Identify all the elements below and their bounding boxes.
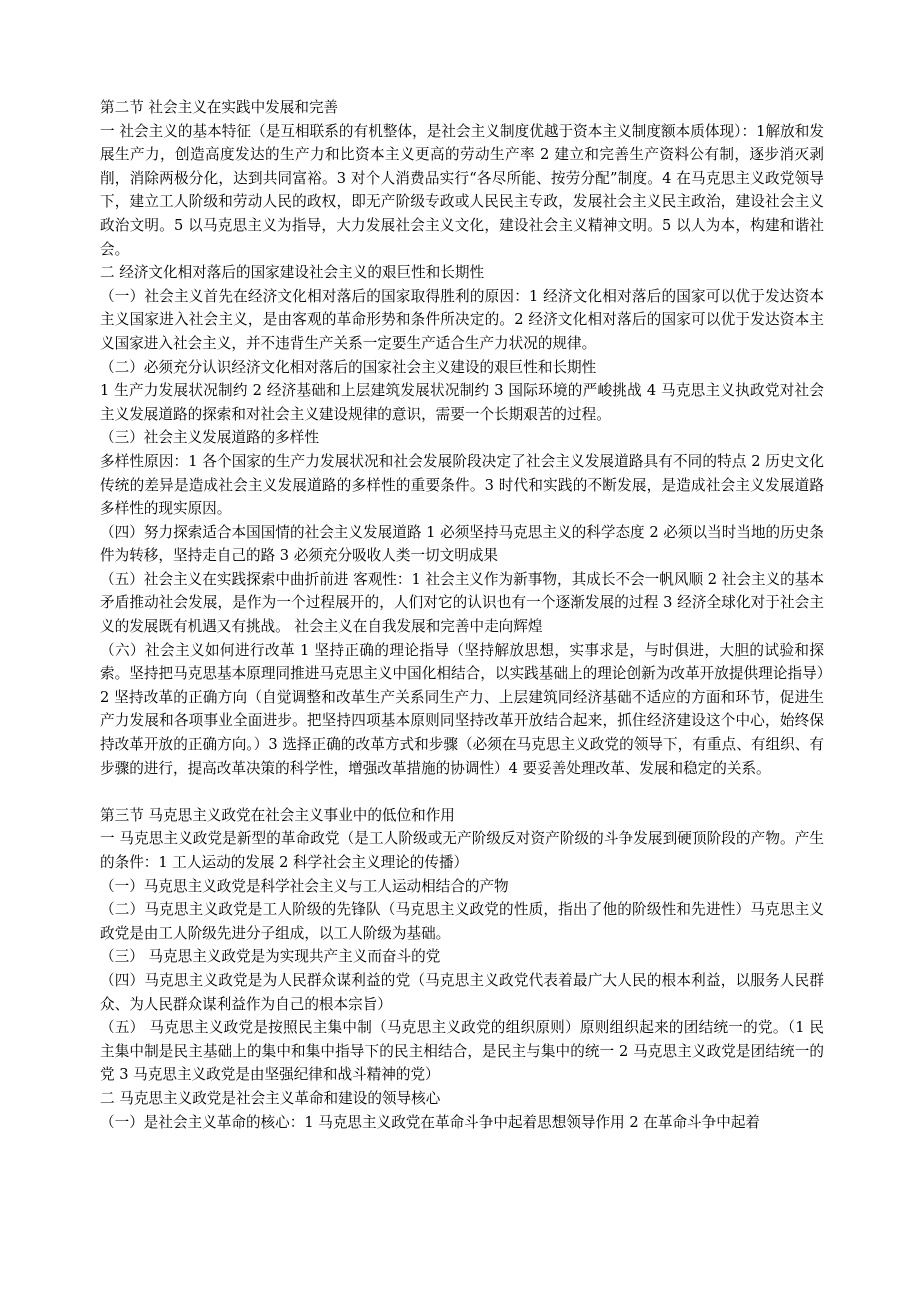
section-3-paragraph-7: （一）是社会主义革命的核心：1 马克思主义政党在革命斗争中起着思想领导作用 2 在革命斗争中起着 [100,1113,761,1131]
section-2-paragraph-6: 多样性原因：1 各个国家的生产力发展状况和社会发展阶段决定了社会主义发展道路具有不同的特点 2 历史文化传统的差异是造成社会主义发展道路的多样性的重要条件。3 时代和实践的不断发展，是造成社会主义发展道路多样性的现实原因。 [100,452,824,518]
section-3-paragraph-2: （一）马克思主义政党是科学社会主义与工人运动相结合的产物 [100,877,509,895]
section-2-paragraph-2: （一）社会主义首先在经济文化相对落后的国家取得胜利的原因：1 经济文化相对落后的国家可以优于发达资本主义国家进入社会主义，是由客观的革命形势和条件所决定的。2 经济文化相对落后的国家可以优于发达资本主义国家进入社会主义，并不违背生产关系一定要生产适合生产力状况的规律。 [100,287,824,352]
section-2-title: 第二节 社会主义在实践中发展和完善 [100,99,339,116]
section-3-paragraph-1: 一 马克思主义政党是新型的革命政党（是工人阶级或无产阶级反对资产阶级的斗争发展到硬顶阶段的产物。产生的条件：1 工人运动的发展 2 科学社会主义理论的传播） [100,830,824,871]
blank-line [100,780,824,804]
section-2-heading-2: 二 经济文化相对落后的国家建设社会主义的艰巨性和长期性 [100,264,485,282]
section-3-paragraph-5: （四）马克思主义政党是为人民群众谋利益的党（马克思主义政党代表着最广大人民的根本利益，以服务人民群众、为人民群众谋利益作为自己的根本宗旨） [100,971,824,1013]
section-3-paragraph-3: （二）马克思主义政党是工人阶级的先锋队（马克思主义政党的性质，指出了他的阶级性和先进性）马克思主义政党是由工人阶级先进分子组成，以工人阶级为基础。 [100,901,824,942]
section-2-paragraph-7: （四）努力探索适合本国国情的社会主义发展道路 1 必须坚持马克思主义的科学态度 2 必须以当时当地的历史条件为转移，坚持走自己的路 3 必须充分吸收人类一切文明成果 [100,523,824,565]
section-3-title: 第三节 马克思主义政党在社会主义事业中的低位和作用 [100,806,455,824]
document-page [100,96,824,1134]
section-3-paragraph-6: （五） 马克思主义政党是按照民主集中制（马克思主义政党的组织原则）原则组织起来的团结统一的党。（1 民主集中制是民主基础上的集中和集中指导下的民主相结合，是民主与集中的统一 2 马克思主义政党是团结统一的党 3 马克思主义政党是由坚强纪律和战斗精神的党） [100,1019,824,1084]
section-2-paragraph-8: （五）社会主义在实践探索中曲折前进 客观性：1 社会主义作为新事物，其成长不会一帆风顺 2 社会主义的基本矛盾推动社会发展，是作为一个过程展开的，人们对它的认识也有一个逐渐发展的过程 3 经济全球化对于社会主义的发展既有机遇又有挑战。 社会主义在自我发展和完善中走向辉煌 [100,570,824,636]
section-2-paragraph-9: （六）社会主义如何进行改革 1 坚持正确的理论指导（坚持解放思想，实事求是，与时俱进，大胆的试验和探索。坚持把马克思基本原理同推进马克思主义中国化相结合，以实践基础上的理论创新为改革开放提供理论指导）2 坚持改革的正确方向（自觉调整和改革生产关系同生产力、上层建筑同经济基础不适应的方面和环节，促进生产力发展和各项事业全面进步。把坚持四项基本原则同坚持改革开放结合起来，抓住经济建设这个中心，始终保持改革开放的正确方向。）3 选择正确的改革方式和步骤（必须在马克思主义政党的领导下，有重点、有组织、有步骤的进行，提高改革决策的科学性，增强改革措施的协调性）4 要妥善处理改革、发展和稳定的关系。 [100,641,824,777]
section-3-heading-2: 二 马克思主义政党是社会主义革命和建设的领导核心 [100,1089,441,1107]
section-3-paragraph-4: （三） 马克思主义政党是为实现共产主义而奋斗的党 [100,948,441,966]
section-2-paragraph-1: 一 社会主义的基本特征（是互相联系的有机整体，是社会主义制度优越于资本主义制度额本质体现）：1解放和发展生产力，创造高度发达的生产力和比资本主义更高的劳动生产率 2 建立和完善生产资料公有制，逐步消灭剥削，消除两极分化，达到共同富裕。3 对个人消费品实行“各尽所能、按劳分配”制度。4 在马克思主义政党领导下，建立工人阶级和劳动人民的政权，即无产阶级专政或人民民主专政，发展社会主义民主政治，建设社会主义政治文明。5 以马克思主义为指导，大力发展社会主义文化，建设社会主义精神文明。5 以人为本，构建和谐社会。 [100,122,824,258]
section-2-paragraph-5: （三）社会主义发展道路的多样性 [100,429,319,447]
section-2-paragraph-4: 1 生产力发展状况制约 2 经济基础和上层建筑发展状况制约 3 国际环境的严峻挑战 4 马克思主义执政党对社会主义发展道路的探索和对社会主义建设规律的意识，需要一个长期艰苦的过程。 [100,382,824,423]
section-2-paragraph-3: （二）必须充分认识经济文化相对落后的国家社会主义建设的艰巨性和长期性 [100,358,597,376]
